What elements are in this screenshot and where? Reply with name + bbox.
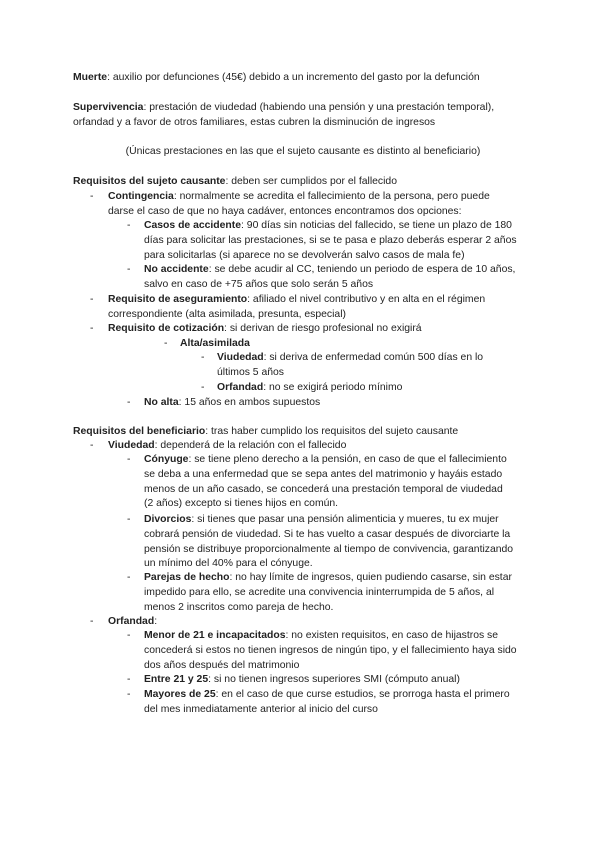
req-causante-heading	[73, 175, 533, 190]
entre21-term: Entre 21 y 25	[144, 674, 209, 685]
viudedad-cot-term: Viudedad	[217, 352, 264, 363]
req-causante-text: : deben ser cumplidos por el fallecido	[225, 176, 397, 187]
bullet-dash: -	[90, 616, 94, 627]
bullet-dash: -	[164, 338, 168, 349]
bullet-dash: -	[127, 689, 131, 700]
viudedad-item	[108, 439, 346, 454]
bullet-dash: -	[90, 323, 94, 334]
supervivencia-text: : prestación de viudedad (habiendo una pensión y una prestación temporal), orfandad y a favor de otros familiares, estas cubren la disminución de ingresos	[73, 102, 495, 128]
entre21-item	[144, 673, 460, 688]
mayores25-term: Mayores de 25	[144, 689, 216, 700]
conyuge-text: : se tiene pleno derecho a la pensión, en caso de que el fallecimiento se deba a una enfermedad que se sepa antes del matrimonio y hayáis estado menos de un año casado, se concederá una prestación temporal de viudedad (2 años) excepto si tienes hijos en común.	[144, 454, 507, 510]
menor21-item	[144, 629, 524, 673]
parejas-term: Parejas de hecho	[144, 572, 230, 583]
no-alta-term: No alta	[144, 397, 179, 408]
accidente-term: Casos de accidente	[144, 220, 242, 231]
cotizacion-text: : si derivan de riesgo profesional no exigirá	[224, 323, 422, 334]
mayores25-text: : en el caso de que curse estudios, se prorroga hasta el primero del mes inmediatamente anterior al inicio del curso	[144, 689, 510, 715]
viudedad-text: : dependerá de la relación con el fallecido	[154, 440, 347, 451]
supervivencia-paragraph	[73, 101, 535, 131]
muerte-text: : auxilio por defunciones (45€) debido a un incremento del gasto por la defunción	[107, 72, 480, 83]
accidente-text: : 90 días sin noticias del fallecido, se tiene un plazo de 180 días para solicitar las prestaciones, si se te pasa e plazo deberás esperar 2 años para solicitarlas (si aparece no se devolverán salvo casos de mala fe)	[144, 220, 517, 261]
divorcios-text: : si tienes que pasar una pensión alimenticia y mueres, tu ex mujer cobrará pensión de viudedad. Si te has vuelto a casar después de divorciarte la pensión se distribuye proporcionalmente al tiempo de convivencia, garantizando un mínimo del 40% para el cónyuge.	[144, 514, 514, 570]
alta-asimilada-label: Alta/asimilada	[180, 338, 250, 349]
bullet-dash: -	[127, 572, 131, 583]
contingencia-term: Contingencia	[108, 191, 174, 202]
viudedad-cot-text: : si deriva de enfermedad común 500 días en lo últimos 5 años	[217, 352, 484, 378]
cotizacion-term: Requisito de cotización	[108, 323, 225, 334]
muerte-paragraph	[73, 71, 533, 86]
orfandad-cot-term: Orfandad	[217, 382, 264, 393]
conyuge-term: Cónyuge	[144, 454, 189, 465]
menor21-term: Menor de 21 e incapacitados	[144, 630, 286, 641]
bullet-dash: -	[127, 220, 131, 231]
supervivencia-term: Supervivencia	[73, 102, 144, 113]
bullet-dash: -	[127, 630, 131, 641]
mayores25-item	[144, 688, 514, 718]
no-accidente-term: No accidente	[144, 264, 209, 275]
req-beneficiario-term: Requisitos del beneficiario	[73, 426, 206, 437]
orfandad-text: :	[154, 616, 158, 627]
entre21-text: : si no tienen ingresos superiores SMI (cómputo anual)	[208, 674, 460, 685]
req-causante-term: Requisitos del sujeto causante	[73, 176, 226, 187]
divorcios-item	[144, 513, 524, 572]
bullet-dash: -	[201, 382, 205, 393]
bullet-dash: -	[201, 352, 205, 363]
aseguramiento-term: Requisito de aseguramiento	[108, 294, 248, 305]
bullet-dash: -	[90, 294, 94, 305]
bullet-dash: -	[90, 440, 94, 451]
orfandad-cot-item	[217, 381, 402, 396]
contingencia-item	[108, 190, 508, 220]
no-accidente-text: : se debe acudir al CC, teniendo un periodo de espera de 10 años, salvo en caso de +75 años que solo serán 5 años	[144, 264, 516, 290]
cotizacion-item	[108, 322, 528, 337]
aseguramiento-text: : afiliado el nivel contributivo y en alta en el régimen correspondiente (alta asimilada, presunta, especial)	[108, 294, 486, 320]
no-alta-text: : 15 años en ambos supuestos	[178, 397, 321, 408]
menor21-text: : no existen requisitos, en caso de hijastros se concederá si estos no tienen ingresos de ningún tipo, y el fallecimiento haya sido dos años después del matrimonio	[144, 630, 517, 671]
no-alta-item	[144, 396, 320, 411]
parejas-text: : no hay límite de ingresos, quien pudiendo casarse, sin estar impedido para ello, se acredite una convivencia ininterrumpida de 5 años, al menos 2 inscritos como pareja de hecho.	[144, 572, 512, 613]
bullet-dash: -	[90, 191, 94, 202]
orfandad-term: Orfandad	[108, 616, 155, 627]
orfandad-item	[108, 615, 157, 630]
contingencia-text: : normalmente se acredita el fallecimiento de la persona, pero puede darse el caso de que no haya cadáver, entonces encontramos dos opciones:	[108, 191, 490, 217]
bullet-dash: -	[127, 264, 131, 275]
note-paragraph: (Únicas prestaciones en las que el sujeto causante es distinto al beneficiario)	[125, 146, 481, 157]
viudedad-cot-item	[217, 351, 512, 381]
req-beneficiario-text: : tras haber cumplido los requisitos del sujeto causante	[205, 426, 459, 437]
bullet-dash: -	[127, 514, 131, 525]
divorcios-term: Divorcios	[144, 514, 192, 525]
bullet-dash: -	[127, 397, 131, 408]
bullet-dash: -	[127, 674, 131, 685]
bullet-dash: -	[127, 454, 131, 465]
conyuge-item	[144, 453, 514, 512]
muerte-term: Muerte	[73, 72, 108, 83]
req-beneficiario-heading	[73, 425, 533, 440]
aseguramiento-item	[108, 293, 530, 323]
no-accidente-item	[144, 263, 520, 293]
parejas-item	[144, 571, 520, 615]
orfandad-cot-text: : no se exigirá periodo mínimo	[263, 382, 403, 393]
viudedad-term: Viudedad	[108, 440, 155, 451]
accidente-item	[144, 219, 524, 263]
